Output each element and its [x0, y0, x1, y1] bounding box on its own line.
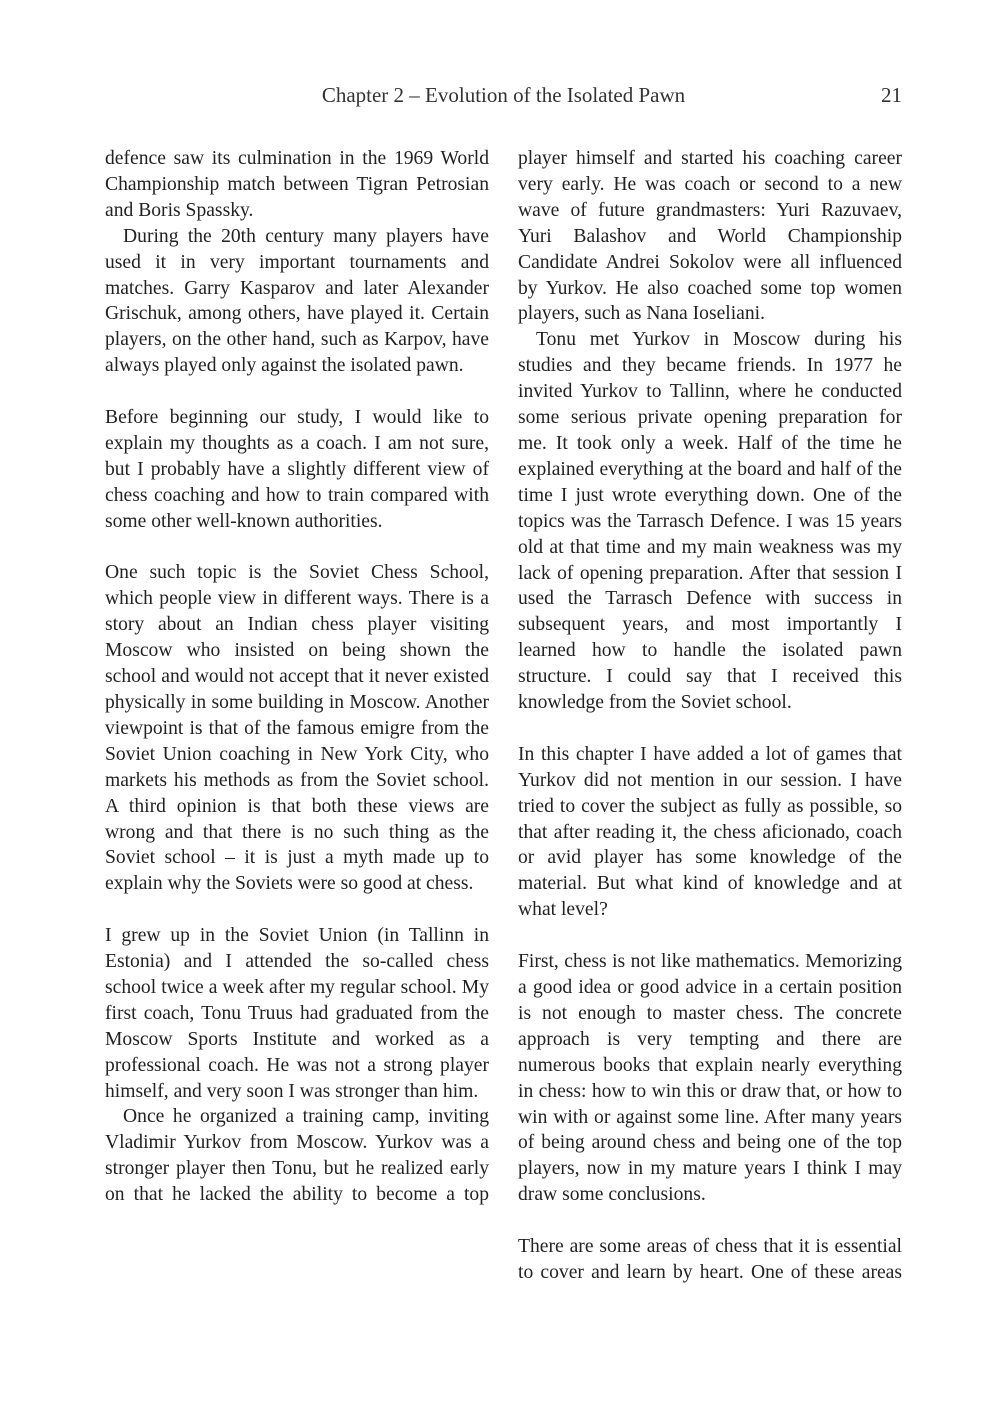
running-header: [105, 80, 902, 110]
paragraph: One such topic is the Soviet Chess School, which people view in different ways. There is a story about an Indian chess player visiting Moscow who insisted on being shown the school and would not accept that it never existed physically in some building in Moscow. Another viewpoint is that of the famous emigre from the Soviet Union coaching in New York City, who markets his methods as from the Soviet school. A third opinion is that both these views are wrong and that there is no such thing as the Soviet school – it is just a myth made up to explain why the Soviets were so good at chess.: [105, 562, 489, 895]
paragraph: In this chapter I have added a lot of games that Yurkov did not mention in our session. I have tried to cover the subject as fully as possible, so that after reading it, the chess aficionado, coach or avid player has some knowledge of the material. But what kind of knowledge and at what level?: [518, 743, 902, 921]
paragraph: I grew up in the Soviet Union (in Tallinn in Estonia) and I attended the so-called chess school twice a week after my regular school. My first coach, Tonu Truus had graduated from the Moscow Sports Institute and worked as a professional coach. He was not a strong player himself, and very soon I was stronger than him.: [105, 925, 489, 1102]
paragraph: Once he organized a training camp, inviting Vladimir Yurkov from Moscow. Yurkov was a stronger player then Tonu, but he realized early on that he lacked the ability to become a top: [105, 1106, 489, 1206]
paragraph: defence saw its culmination in the 1969 World Championship match between Tigran Petrosian and Boris Spassky.: [105, 148, 489, 221]
left-column: [105, 146, 489, 1208]
paragraph: First, chess is not like mathematics. Memorizing a good idea or good advice in a certain position is not enough to master chess. The concrete approach is very tempting and there are numerous books that explain nearly everything in chess: how to win this or draw that, or how to win with or against some line. After many years of being around chess and being one of the top players, now in my mature years I think I may draw some conclusions.: [518, 951, 902, 1206]
paragraph: Tonu met Yurkov in Moscow during his studies and they became friends. In 1977 he invited Yurkov to Tallinn, where he conducted some serious private opening preparation for me. It took only a week. Half of the time he explained everything at the board and half of the time I just wrote everything down. One of the topics was the Tarrasch Defence. I was 15 years old at that time and my main weakness was my lack of opening preparation. After that session I used the Tarrasch Defence with success in subsequent years, and most importantly I learned how to handle the isolated pawn structure. I could say that I received this knowledge from the Soviet school.: [518, 329, 902, 714]
chapter-title: Chapter 2 – Evolution of the Isolated Pawn: [321, 83, 686, 107]
right-column: [518, 146, 902, 1286]
page-number: 21: [881, 83, 902, 107]
paragraph: player himself and started his coaching career very early. He was coach or second to a new wave of future grandmasters: Yuri Razuvaev, Yuri Balashov and World Championship Candidate Andrei Sokolov were all influenced by Yurkov. He also coached some top women players, such as Nana Ioseliani.: [518, 148, 902, 325]
paragraph: During the 20th century many players have used it in very important tournaments and matches. Garry Kasparov and later Alexander Grischuk, among others, have played it. Certain players, on the other hand, such as Karpov, have always played only against the isolated pawn.: [105, 225, 489, 377]
paragraph: There are some areas of chess that it is essential to cover and learn by heart. One of these areas: [518, 1236, 902, 1283]
paragraph: Before beginning our study, I would like to explain my thoughts as a coach. I am not sure, but I probably have a slightly different view of chess coaching and how to train compared with some other well-known authorities.: [105, 407, 489, 532]
